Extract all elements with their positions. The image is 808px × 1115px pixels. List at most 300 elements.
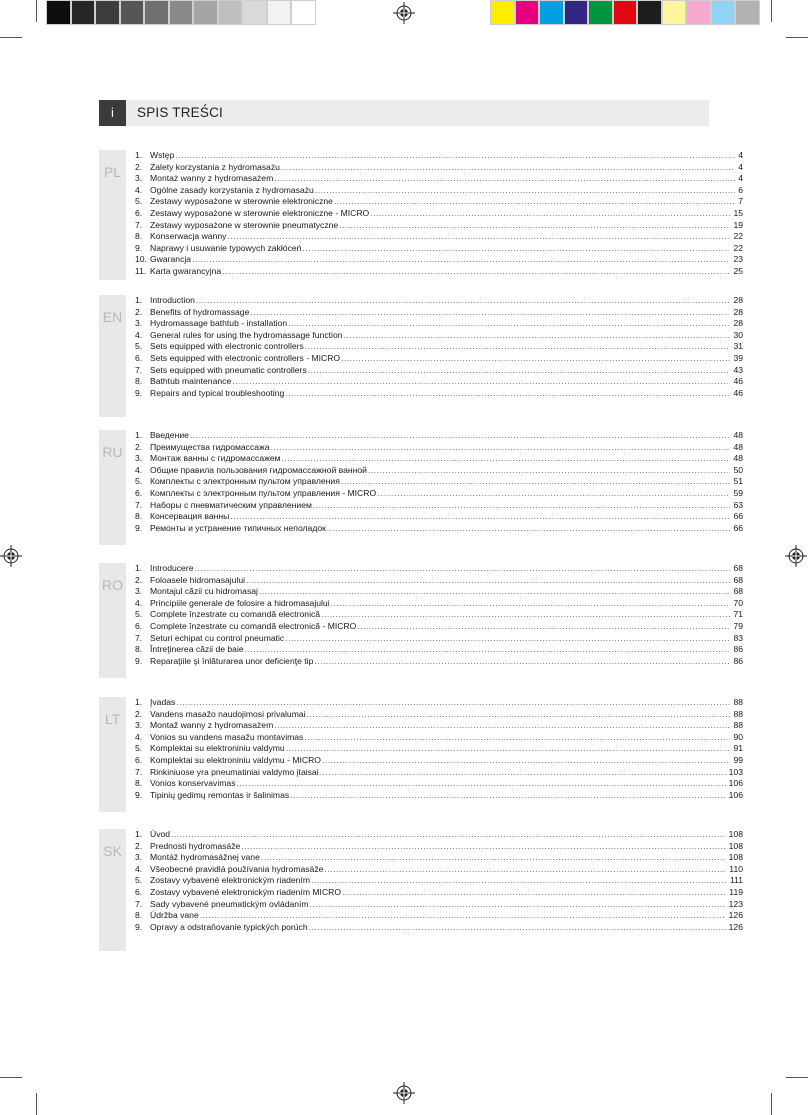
entry-number: 2.: [135, 574, 143, 585]
toc-entry[interactable]: [135, 365, 743, 377]
entry-page-number: 68: [733, 563, 743, 573]
crop-mark: [0, 37, 22, 38]
color-swatch: [95, 0, 120, 25]
crop-mark: [36, 1093, 37, 1115]
dot-leader: [285, 633, 730, 645]
entry-page-number: 7: [738, 196, 743, 207]
toc-entry[interactable]: [135, 266, 743, 278]
entry-title: Konserwacja wanny: [150, 231, 227, 242]
entry-page-number: 4: [738, 150, 743, 160]
dot-leader: [305, 341, 731, 353]
entry-number: 7.: [135, 632, 143, 643]
entry-title: Комплекты с электронным пультом управления - MICRO: [150, 487, 377, 498]
entry-number: 5.: [135, 743, 143, 754]
dot-leader: [308, 365, 731, 377]
dot-leader: [327, 523, 731, 535]
entry-page-number: 39: [733, 352, 743, 363]
entry-page-number: 23: [733, 254, 743, 265]
entry-title: Introduction: [150, 295, 195, 305]
entry-title: Prednosti hydromasáže: [150, 840, 241, 851]
entry-title: Zestawy wyposażone w sterownie pneumatyczne: [150, 219, 339, 230]
entry-title: Complete înzestrate cu comandă electronică - MICRO: [150, 620, 357, 631]
entry-title: Montaż wanny z hydromasażem: [150, 173, 274, 184]
toc-entry[interactable]: [135, 243, 743, 255]
entry-page-number: 123: [728, 898, 743, 909]
entry-number: 3.: [135, 173, 143, 184]
color-swatch: [711, 0, 736, 25]
entry-title: Naprawy i usuwanie typowych zakłóceń: [150, 242, 302, 253]
entry-number: 1.: [135, 697, 143, 707]
crop-mark: [771, 1093, 772, 1115]
entry-number: 2.: [135, 161, 143, 172]
toc-entry[interactable]: [135, 476, 743, 488]
entry-page-number: 22: [733, 242, 743, 253]
entry-page-number: 46: [733, 376, 743, 387]
toc-header: [99, 100, 709, 126]
entry-page-number: 28: [733, 318, 743, 329]
entry-title: Komplektai su elektroniniu valdymu: [150, 743, 285, 754]
entry-number: 8.: [135, 910, 143, 921]
entry-title: Комплекты с электронным пультом управления: [150, 476, 340, 487]
dot-leader: [315, 185, 735, 197]
toc-entry[interactable]: [135, 307, 743, 319]
entry-page-number: 48: [733, 430, 743, 440]
color-swatch: [291, 0, 316, 25]
entry-page-number: 106: [728, 789, 743, 800]
entry-title: Tipinių gedimų remontas ir šalinimas: [150, 789, 290, 800]
language-tab: LT: [99, 697, 126, 812]
entry-title: Gwarancja: [150, 254, 192, 265]
entry-page-number: 108: [728, 852, 743, 863]
toc-entry[interactable]: [135, 586, 743, 598]
entry-number: 10.: [135, 254, 147, 265]
entry-title: Sady vybavené pneumatickým ovládaním: [150, 898, 309, 909]
entry-title: Монтаж ванны с гидромассажем: [150, 453, 281, 464]
entry-title: Foloasele hidromasajului: [150, 574, 246, 585]
dot-leader: [331, 598, 731, 610]
toc-entry[interactable]: [135, 743, 743, 755]
entry-title: General rules for using the hydromassage function: [150, 329, 343, 340]
toc-entry-list: [135, 295, 743, 399]
entry-page-number: 106: [728, 778, 743, 789]
toc-entry[interactable]: [135, 767, 743, 779]
dot-leader: [200, 910, 726, 922]
toc-entry[interactable]: [135, 633, 743, 645]
entry-page-number: 99: [733, 754, 743, 765]
color-swatch: [242, 0, 267, 25]
entry-page-number: 46: [733, 387, 743, 398]
entry-page-number: 68: [733, 574, 743, 585]
dot-leader: [342, 887, 726, 899]
entry-page-number: 19: [733, 219, 743, 230]
entry-page-number: 110: [729, 863, 743, 874]
entry-title: Vandens masažo naudojimosi privalumai: [150, 708, 306, 719]
toc-entry[interactable]: [135, 575, 743, 587]
entry-page-number: 50: [733, 464, 743, 475]
info-tag: i: [99, 100, 126, 126]
color-swatch: [662, 0, 687, 25]
color-swatch: [686, 0, 711, 25]
dot-leader: [324, 864, 726, 876]
entry-title: Întreţinerea căzii de baie: [150, 644, 244, 655]
toc-entry[interactable]: [135, 598, 743, 610]
dot-leader: [341, 353, 730, 365]
dot-leader: [282, 453, 731, 465]
entry-number: 8.: [135, 511, 143, 522]
language-tab: SK: [99, 829, 126, 951]
toc-entry[interactable]: [135, 465, 743, 477]
registration-mark-left-icon: [0, 545, 22, 567]
entry-page-number: 43: [733, 364, 743, 375]
entry-number: 9.: [135, 522, 143, 533]
toc-entry[interactable]: [135, 173, 743, 185]
dot-leader: [377, 488, 730, 500]
entry-title: Úvod: [150, 829, 171, 839]
entry-number: 9.: [135, 789, 143, 800]
entry-number: 6.: [135, 886, 143, 897]
entry-page-number: 88: [733, 708, 743, 719]
toc-entry[interactable]: [135, 341, 743, 353]
process-color-bar: [490, 0, 760, 25]
entry-page-number: 66: [733, 511, 743, 522]
entry-page-number: 59: [733, 487, 743, 498]
entry-number: 7.: [135, 499, 143, 510]
dot-leader: [313, 500, 731, 512]
entry-number: 5.: [135, 196, 143, 207]
entry-page-number: 4: [738, 173, 743, 184]
color-swatch: [490, 0, 515, 25]
entry-page-number: 91: [733, 743, 743, 754]
language-tab: PL: [99, 150, 126, 280]
dot-leader: [302, 243, 730, 255]
entry-title: Наборы с пневматическим управлением: [150, 499, 312, 510]
entry-number: 4.: [135, 863, 143, 874]
entry-page-number: 119: [729, 886, 743, 897]
entry-title: Repairs and typical troubleshooting: [150, 387, 285, 398]
dot-leader: [314, 656, 730, 668]
entry-page-number: 6: [738, 184, 743, 195]
entry-number: 9.: [135, 242, 143, 253]
entry-page-number: 79: [733, 620, 743, 631]
toc-entry[interactable]: [135, 500, 743, 512]
color-swatch: [564, 0, 589, 25]
toc-entry[interactable]: [135, 656, 743, 668]
entry-number: 6.: [135, 620, 143, 631]
dot-leader: [341, 476, 731, 488]
dot-leader: [261, 852, 726, 864]
entry-page-number: 30: [733, 329, 743, 340]
entry-title: Преимущества гидромассажа: [150, 441, 270, 452]
dot-leader: [357, 621, 730, 633]
registration-mark-top-icon: [393, 2, 415, 24]
entry-page-number: 86: [733, 644, 743, 655]
entry-number: 2.: [135, 840, 143, 851]
toc-entry[interactable]: [135, 150, 743, 162]
color-swatch: [735, 0, 760, 25]
entry-title: Sets equipped with electronic controllers: [150, 341, 304, 352]
entry-page-number: 48: [733, 441, 743, 452]
entry-number: 6.: [135, 487, 143, 498]
dot-leader: [250, 307, 730, 319]
color-swatch: [120, 0, 145, 25]
entry-title: Komplektai su elektroniniu valdymu - MICRO: [150, 754, 321, 765]
entry-number: 4.: [135, 731, 143, 742]
entry-number: 2.: [135, 708, 143, 719]
entry-title: Sets equipped with electronic controllers - MICRO: [150, 352, 341, 363]
toc-entry[interactable]: [135, 644, 743, 656]
color-swatch: [267, 0, 292, 25]
toc-entry[interactable]: [135, 621, 743, 633]
entry-title: Reparaţiile şi înlăturarea unor deficienţe tip: [150, 655, 314, 666]
entry-page-number: 108: [728, 829, 743, 839]
entry-number: 1.: [135, 430, 143, 440]
dot-leader: [259, 586, 730, 598]
toc-entry[interactable]: [135, 430, 743, 442]
entry-number: 4.: [135, 464, 143, 475]
entry-page-number: 103: [728, 766, 743, 777]
dot-leader: [246, 575, 730, 587]
toc-entry[interactable]: [135, 318, 743, 330]
entry-number: 8.: [135, 231, 143, 242]
toc-entry[interactable]: [135, 563, 743, 575]
entry-page-number: 111: [729, 875, 743, 886]
toc-entry[interactable]: [135, 887, 743, 899]
dot-leader: [304, 732, 730, 744]
entry-number: 3.: [135, 852, 143, 863]
dot-leader: [334, 196, 735, 208]
entry-number: 2.: [135, 306, 143, 317]
dot-leader: [271, 442, 731, 454]
language-tab: RO: [99, 563, 126, 678]
entry-title: Įvadas: [150, 697, 176, 707]
entry-number: 3.: [135, 586, 143, 597]
entry-page-number: 108: [728, 840, 743, 851]
entry-title: Montaž wanny z hydromasażem: [150, 720, 274, 731]
dot-leader: [176, 697, 730, 709]
entry-number: 8.: [135, 644, 143, 655]
entry-number: 6.: [135, 352, 143, 363]
color-swatch: [218, 0, 243, 25]
entry-number: 1.: [135, 563, 143, 573]
registration-mark-right-icon: [785, 545, 807, 567]
entry-title: Общие правила пользования гидромассажной ванной: [150, 464, 367, 475]
entry-title: Bathtub maintenance: [150, 376, 232, 387]
entry-title: Ремонты и устранение типичных неполадок: [150, 522, 326, 533]
entry-page-number: 90: [733, 731, 743, 742]
language-tab: RU: [99, 430, 126, 545]
entry-page-number: 71: [733, 609, 743, 620]
entry-number: 3.: [135, 720, 143, 731]
dot-leader: [320, 767, 726, 779]
entry-title: Vonios su vandens masažu montavimas: [150, 731, 304, 742]
toc-entry[interactable]: [135, 609, 743, 621]
dot-leader: [311, 875, 727, 887]
entry-number: 5.: [135, 875, 143, 886]
toc-entry[interactable]: [135, 208, 743, 220]
entry-title: Zostavy vybavené elektronickým riadením: [150, 875, 311, 886]
toc-entry[interactable]: [135, 755, 743, 767]
dot-leader: [370, 208, 730, 220]
toc-entry[interactable]: [135, 852, 743, 864]
toc-entry-list: [135, 430, 743, 534]
entry-page-number: 51: [733, 476, 743, 487]
dot-leader: [222, 266, 730, 278]
entry-number: 9.: [135, 655, 143, 666]
entry-page-number: 22: [733, 231, 743, 242]
dot-leader: [281, 162, 735, 174]
entry-title: Introducere: [150, 563, 194, 573]
toc-entry[interactable]: [135, 388, 743, 400]
toc-entry-list: [135, 150, 743, 278]
entry-title: Zalety korzystania z hydromasażu: [150, 161, 280, 172]
entry-number: 7.: [135, 219, 143, 230]
toc-entry[interactable]: [135, 523, 743, 535]
color-swatch: [71, 0, 96, 25]
toc-entry[interactable]: [135, 697, 743, 709]
entry-page-number: 63: [733, 499, 743, 510]
entry-number: 3.: [135, 453, 143, 464]
toc-entry[interactable]: [135, 231, 743, 243]
color-swatch: [637, 0, 662, 25]
toc-entry[interactable]: [135, 511, 743, 523]
entry-number: 6.: [135, 207, 143, 218]
toc-entry[interactable]: [135, 162, 743, 174]
entry-title: Консервация ванны: [150, 511, 230, 522]
entry-page-number: 28: [733, 306, 743, 317]
crop-mark: [786, 1077, 808, 1078]
entry-number: 7.: [135, 898, 143, 909]
entry-number: 7.: [135, 766, 143, 777]
toc-entry[interactable]: [135, 442, 743, 454]
dot-leader: [274, 173, 735, 185]
entry-title: Karta gwarancyjna: [150, 265, 222, 276]
entry-number: 4.: [135, 184, 143, 195]
dot-leader: [285, 388, 730, 400]
color-swatch: [613, 0, 638, 25]
dot-leader: [175, 150, 735, 162]
entry-number: 4.: [135, 329, 143, 340]
crop-mark: [771, 0, 772, 22]
toc-entry[interactable]: [135, 295, 743, 307]
toc-entry[interactable]: [135, 732, 743, 744]
dot-leader: [307, 709, 731, 721]
dot-leader: [237, 778, 726, 790]
toc-entry-list: [135, 697, 743, 801]
entry-title: Rinkiniuose yra pneumatiniai valdymo įtaisai: [150, 766, 319, 777]
dot-leader: [232, 376, 730, 388]
toc-entry[interactable]: [135, 488, 743, 500]
toc-entry[interactable]: [135, 254, 743, 266]
dot-leader: [321, 609, 730, 621]
toc-entry[interactable]: [135, 453, 743, 465]
toc-entry[interactable]: [135, 790, 743, 802]
entry-title: Zostavy vybavené elektronickým riadením MICRO: [150, 886, 342, 897]
color-swatch: [193, 0, 218, 25]
dot-leader: [322, 755, 730, 767]
entry-title: Wstęp: [150, 150, 175, 160]
entry-title: Zestawy wyposażone w sterownie elektroniczne - MICRO: [150, 207, 370, 218]
entry-number: 6.: [135, 754, 143, 765]
entry-title: Všeobecné pravidlá používania hydromasáže: [150, 863, 324, 874]
toc-entry[interactable]: [135, 720, 743, 732]
dot-leader: [194, 563, 730, 575]
grayscale-color-bar: [46, 0, 316, 25]
toc-entry[interactable]: [135, 353, 743, 365]
color-swatch: [144, 0, 169, 25]
entry-number: 7.: [135, 364, 143, 375]
language-tab: EN: [99, 295, 126, 417]
entry-title: Montáž hydromasážnej vane: [150, 852, 260, 863]
color-swatch: [588, 0, 613, 25]
registration-mark-bottom-icon: [393, 1082, 415, 1104]
toc-entry[interactable]: [135, 376, 743, 388]
toc-entry[interactable]: [135, 185, 743, 197]
entry-number: 5.: [135, 476, 143, 487]
color-swatch: [539, 0, 564, 25]
entry-title: Seturi echipat cu control pneumatic: [150, 632, 285, 643]
entry-number: 2.: [135, 441, 143, 452]
dot-leader: [241, 841, 725, 853]
toc-entry[interactable]: [135, 220, 743, 232]
toc-entry[interactable]: [135, 899, 743, 911]
entry-title: Complete înzestrate cu comandă electronică: [150, 609, 321, 620]
dot-leader: [344, 330, 731, 342]
toc-entry[interactable]: [135, 922, 743, 934]
dot-leader: [368, 465, 730, 477]
toc-entry[interactable]: [135, 196, 743, 208]
toc-entry[interactable]: [135, 841, 743, 853]
entry-page-number: 70: [733, 597, 743, 608]
entry-title: Opravy a odstraňovanie typických porúch: [150, 921, 308, 932]
toc-entry-list: [135, 563, 743, 667]
crop-mark: [36, 0, 37, 22]
color-swatch: [169, 0, 194, 25]
entry-number: 1.: [135, 829, 143, 839]
toc-entry[interactable]: [135, 778, 743, 790]
entry-number: 1.: [135, 150, 143, 160]
toc-entry[interactable]: [135, 829, 743, 841]
dot-leader: [227, 231, 730, 243]
dot-leader: [192, 254, 730, 266]
toc-entry[interactable]: [135, 709, 743, 721]
entry-page-number: 48: [733, 453, 743, 464]
entry-number: 9.: [135, 387, 143, 398]
entry-page-number: 66: [733, 522, 743, 533]
entry-number: 5.: [135, 609, 143, 620]
entry-title: Montajul căzii cu hidromasaj: [150, 586, 258, 597]
toc-entry[interactable]: [135, 330, 743, 342]
dot-leader: [230, 511, 730, 523]
toc-entry[interactable]: [135, 910, 743, 922]
entry-title: Zestawy wyposażone w sterownie elektroniczne: [150, 196, 333, 207]
entry-page-number: 4: [738, 161, 743, 172]
dot-leader: [245, 644, 731, 656]
dot-leader: [339, 220, 730, 232]
toc-entry[interactable]: [135, 864, 743, 876]
dot-leader: [290, 790, 726, 802]
color-swatch: [46, 0, 71, 25]
crop-mark: [786, 37, 808, 38]
entry-page-number: 15: [733, 207, 743, 218]
dot-leader: [274, 720, 730, 732]
toc-entry-list: [135, 829, 743, 933]
page-title: SPIS TREŚCI: [137, 105, 223, 120]
entry-title: Údržba vane: [150, 910, 199, 921]
entry-title: Benefits of hydromassage: [150, 306, 250, 317]
entry-page-number: 25: [733, 265, 743, 276]
crop-mark: [0, 1077, 22, 1078]
toc-entry[interactable]: [135, 875, 743, 887]
